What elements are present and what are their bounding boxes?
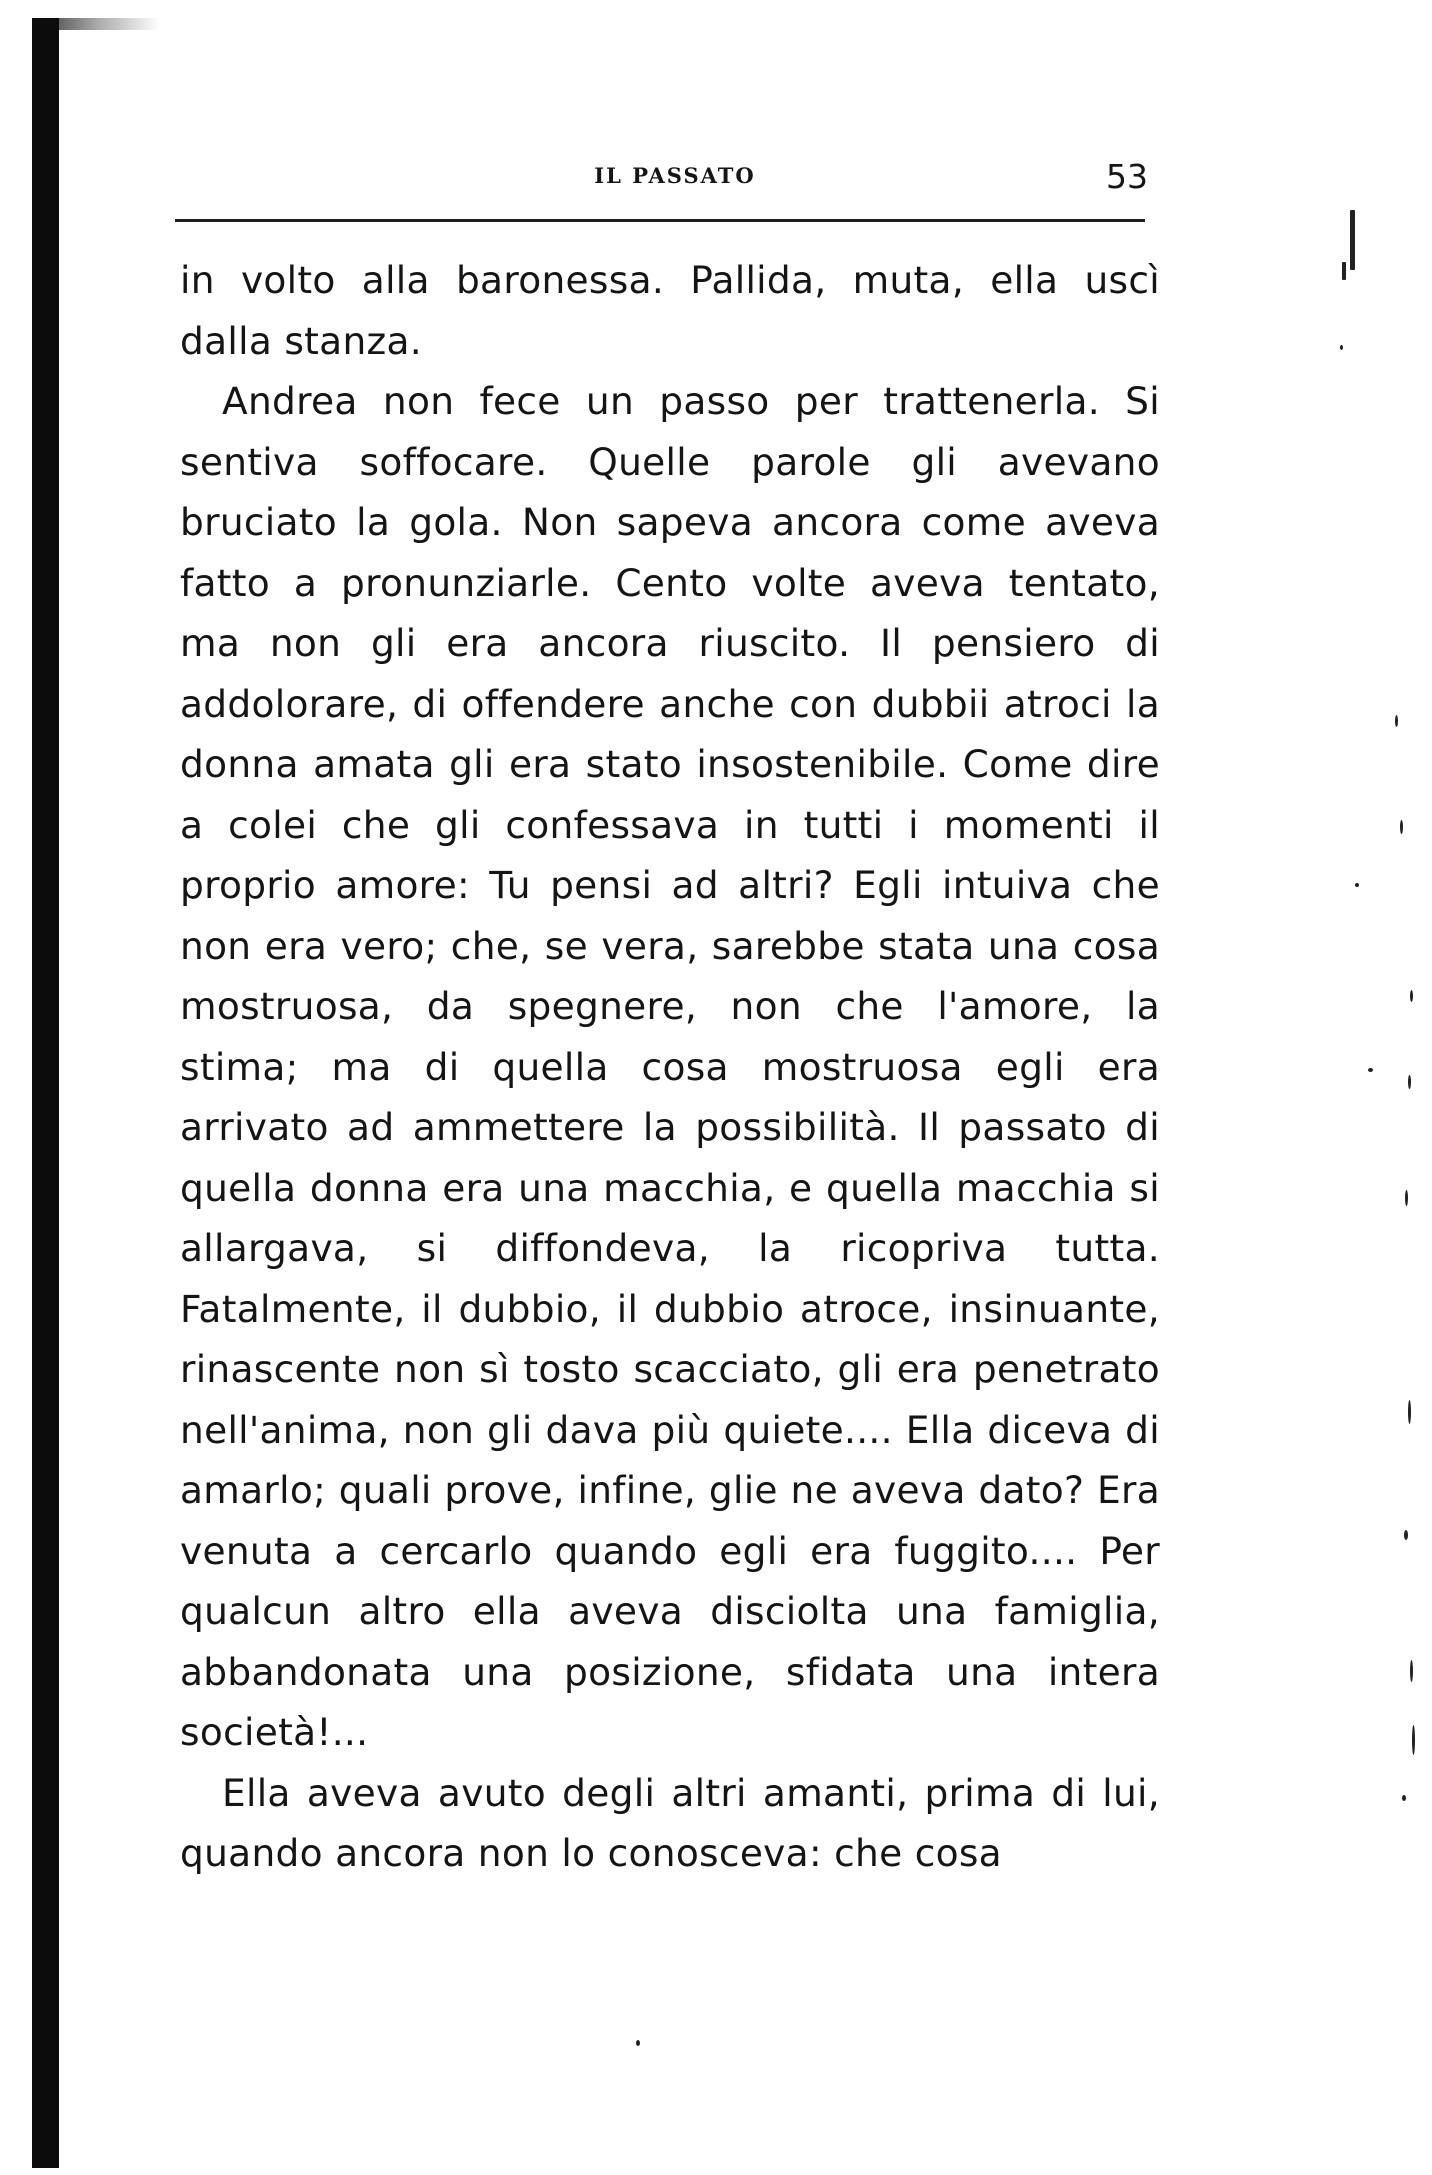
- header-rule: [175, 219, 1145, 222]
- scan-speck: [1355, 883, 1359, 887]
- scan-speck: [1404, 1530, 1408, 1540]
- scan-speck: [1408, 1075, 1411, 1089]
- running-title: IL PASSATO: [594, 163, 756, 188]
- scan-speck: [1410, 1660, 1413, 1682]
- scan-speck: [1412, 1725, 1415, 1755]
- page-number: 53: [1106, 157, 1148, 196]
- scan-speck: [1400, 820, 1403, 834]
- page-header: [175, 157, 1175, 203]
- scan-artifact: [59, 18, 159, 30]
- paragraph: Ella aveva avuto degli altri amanti, prima di lui, quando ancora non lo conosceva: che cosa: [180, 1770, 1160, 1875]
- scan-speck: [636, 2040, 640, 2046]
- scan-speck: [1405, 1190, 1408, 1206]
- paragraph: Andrea non fece un passo per trattenerla. Si sentiva soffocare. Quelle parole gli avevano bruciato la gola. Non sapeva ancora come aveva fatto a pronunziarle. Cento volte aveva tentato, ma non gli era ancora riuscito. Il pensiero di addolorare, di offendere anche con dubbii atroci la donna amata gli era stato insostenibile. Come dire a colei che gli confessava in tutti i momenti il proprio amore: Tu pensi ad altri? Egli intuiva che non era vero; che, se vera, sarebbe stata una cosa mostruosa, da spegnere, non che l'amore, la stima; ma di quella cosa mostruosa egli era arrivato ad ammettere la possibilità. Il passato di quella donna era una macchia, e quella macchia si allargava, si diffondeva, la ricopriva tutta. Fatalmente, il dubbio, il dubbio atroce, insinuante, rinascente non sì tosto scacciato, gli era penetrato nell'anima, non gli dava più quiete.... Ella diceva di amarlo; quali prove, infine, glie ne aveva dato? Era venuta a cercarlo quando egli era fuggito.... Per qualcun altro ella aveva disciolta una famiglia, abbandonata una posizione, sfidata una intera società!...: [180, 379, 1160, 1754]
- scan-speck: [1342, 262, 1346, 280]
- scan-speck: [1410, 990, 1413, 1002]
- body-text: [180, 250, 1160, 1884]
- binding-shadow: [32, 18, 59, 2168]
- scan-speck: [1368, 1068, 1373, 1072]
- scan-speck: [1395, 715, 1398, 727]
- scan-speck: [1402, 1795, 1406, 1801]
- scan-speck: [1340, 345, 1343, 350]
- paragraph-continued: in volto alla baronessa. Pallida, muta, ella uscì dalla stanza.: [180, 258, 1160, 363]
- scan-speck: [1408, 1400, 1411, 1424]
- scan-speck: [1350, 210, 1355, 270]
